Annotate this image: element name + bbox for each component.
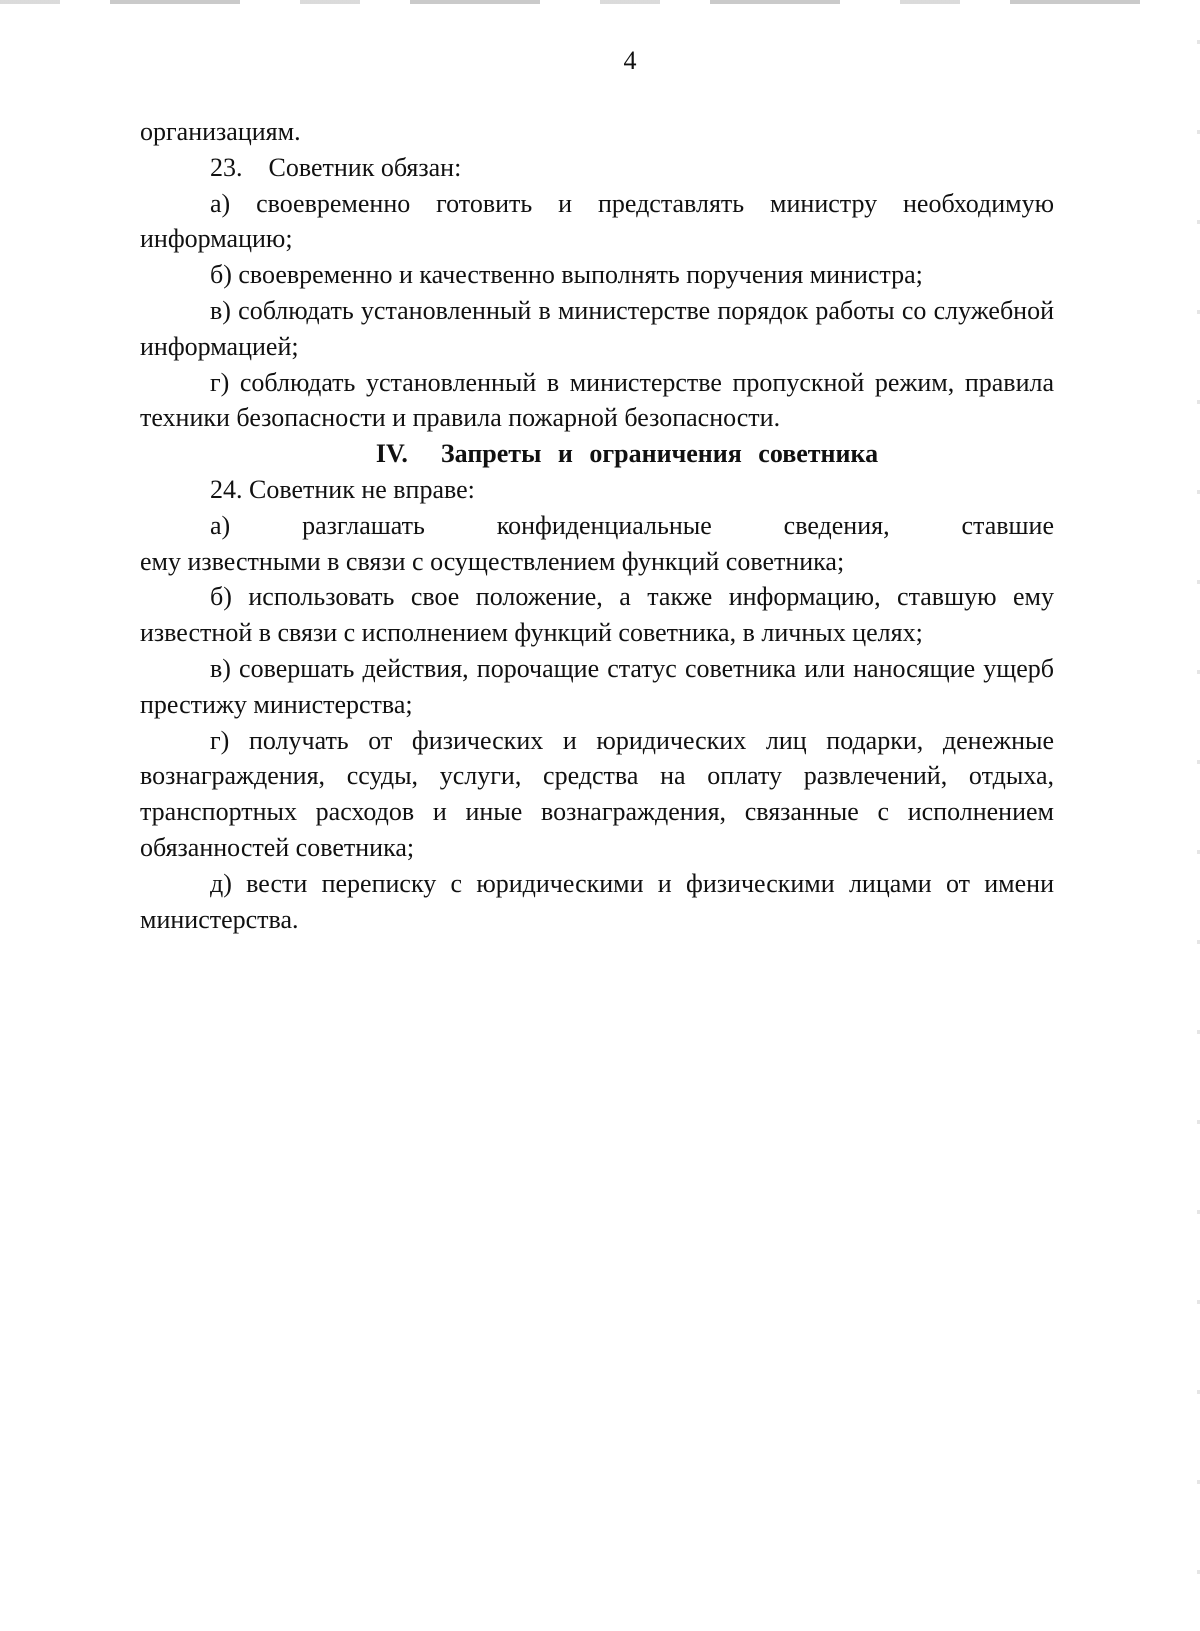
paragraph-24-d: д) вести переписку с юридическими и физическими лицами от имени министерства.: [140, 868, 1054, 934]
paragraph-23-b: б) своевременно и качественно выполнять поручения министра;: [210, 260, 923, 290]
paragraph-24-b: б) использовать свое положение, а также информацию, ставшую ему известной в связи с исполнением функций советника, в личных целях;: [140, 582, 1054, 648]
paragraph-24-g: г) получать от физических и юридических лиц подарки, денежные вознаграждения, ссуды, услуги, средства на оплату развлечений, отдыха, транспортных расходов и иные вознаграждения, связанные с исполнением обязанностей советника;: [140, 725, 1054, 862]
paragraph-23-g: г) соблюдать установленный в министерстве пропускной режим, правила техники безопасности и правила пожарной безопасности.: [140, 367, 1054, 433]
document-body: [140, 114, 1054, 937]
paragraph-clause-24: 24. Советник не вправе:: [210, 474, 475, 504]
scan-edge-top: [0, 0, 1200, 4]
section-heading: IV. Запреты и ограничения советника: [375, 439, 879, 469]
paragraph-23-a: а) своевременно готовить и представлять министру необходимую информацию;: [140, 188, 1054, 254]
page-number: 4: [623, 46, 637, 75]
paragraph-24-a-line2: ему известными в связи с осуществлением функций советника;: [140, 546, 845, 576]
paragraph-24-v: в) совершать действия, порочащие статус советника или наносящие ущерб престижу министерства;: [140, 653, 1054, 719]
paragraph-clause-23: 23. Советник обязан:: [210, 152, 462, 182]
paragraph-24-a-line1: а) разглашать конфиденциальные сведения, ставшие: [210, 510, 1054, 540]
paragraph-continuation: организациям.: [140, 117, 301, 146]
paragraph-23-v: в) соблюдать установленный в министерстве порядок работы со служебной информацией;: [140, 295, 1054, 361]
